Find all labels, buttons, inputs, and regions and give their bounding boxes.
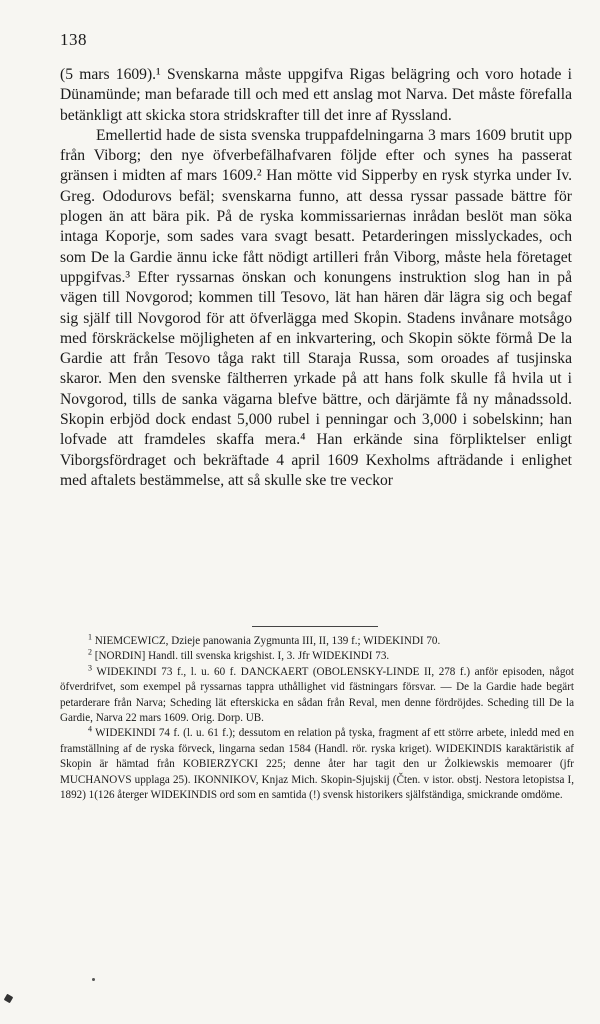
footnote-2	[60, 649, 574, 664]
footnote-divider	[252, 626, 378, 627]
footnotes	[60, 634, 574, 803]
footnote-1	[60, 634, 574, 649]
scan-speck	[92, 978, 95, 981]
footnote-text: WIDEKINDI 73 f., l. u. 60 f. DANCKAERT (OBOLENSKY-LINDE II, 278 f.) anför episoden, något öfverdrifvet, som exempel på ryssarnas tappra uthållighet vid fästningars försvar. — De la Gardie hade begärt petarderare från Narva; Scheding lät efterskicka en sådan från Reval, men denne fördröjdes. Scheding till De la Gardie, Narva 22 mars 1609. Orig. Dorp. UB.	[60, 665, 574, 725]
footnote-text: [NORDIN] Handl. till svenska krigshist. I, 3. Jfr WIDEKINDI 73.	[94, 650, 390, 663]
footnote-marker: 2	[88, 647, 92, 657]
footnote-4	[60, 726, 574, 803]
footnote-marker: 3	[88, 663, 92, 673]
footnote-marker: 4	[88, 724, 92, 734]
paragraph-1: (5 mars 1609).¹ Svenskarna måste uppgifva Rigas belägring och voro hotade i Dünamünde; man befarade till och med ett anslag mot Narva. Det måste förefalla betänkligt att skicka stora stridskrafter till det inre af Ryssland.	[60, 66, 572, 124]
footnote-text: WIDEKINDI 74 f. (l. u. 61 f.); dessutom en relation på tyska, fragment af ett större arbete, inledd med en framställning af de ryska förveck, lingarna sedan 1584 (Handl. rör. ryska kriget). WIDEKINDIS karaktäristik af Skopin är hämtad från KOBIERZYCKI 225; denne åter har tagit den ur Żolkiewskis memoarer (jfr MUCHANOVS upplaga 25). IKONNIKOV, Knjaz Mich. Skopin-Sjujskij (Čten. v istor. obstj. Nestora letopistsa I, 1892) 1(126 återger WIDEKINDIS ord som en samtida (!) svensk historikers själfständiga, smickrande omdöme.	[60, 727, 574, 802]
main-text	[60, 65, 572, 491]
scan-mark	[4, 994, 14, 1004]
footnote-3	[60, 665, 574, 727]
footnote-marker: 1	[88, 632, 92, 642]
paragraph-2: Emellertid hade de sista svenska truppafdelningarna 3 mars 1609 brutit upp från Viborg; den nye öfverbefälhafvaren följde efter och synes ha passerat gränsen i midten af mars 1609.² Han mötte vid Sipperby en rysk styrka under Iv. Greg. Ododurovs befäl; svenskarna funno, att dessa ryssar passade bättre för plogen än att bära pik. På de ryska kommissariernas inrådan beslöt man söka intaga Koporje, som sades vara svagt besatt. Petarderingen misslyckades, och som De la Gardie ännu icke fått nödigt artilleri från Viborg, måste hela företaget uppgifvas.³ Efter ryssarnas önskan och konungens instruktion slog han in på vägen till Novgorod; kommen till Tesovo, lät han hären där lägra sig och begaf sig själf till Novgorod för att öfverlägga med Skopin. Stadens invånare motsågo med förskräckelse möjligheten af en inkvartering, och Skopin sökte förmå De la Gardie att från Tesovo tåga rakt till Staraja Russa, som oroades af tusjinska skaror. Men den svenske fältherren yrkade på att hans folk skulle få hvila ut i Novgorod, tills de sanka vägarna blefve bättre, och därjämte få ny månadssold. Skopin erbjöd dock endast 5,000 rubel i penningar och 3,000 i sobelskinn; han lofvade att framdeles skaffa mera.⁴ Han erkände sina förpliktelser enligt Viborgsfördraget och bekräftade 4 april 1609 Kexholms afträdande i enlighet med aftalets bestämmelse, att så skulle ske tre veckor	[60, 126, 572, 489]
footnote-text: NIEMCEWICZ, Dzieje panowania Zygmunta III, II, 139 f.; WIDEKINDI 70.	[94, 635, 441, 647]
page-number: 138	[60, 30, 87, 49]
